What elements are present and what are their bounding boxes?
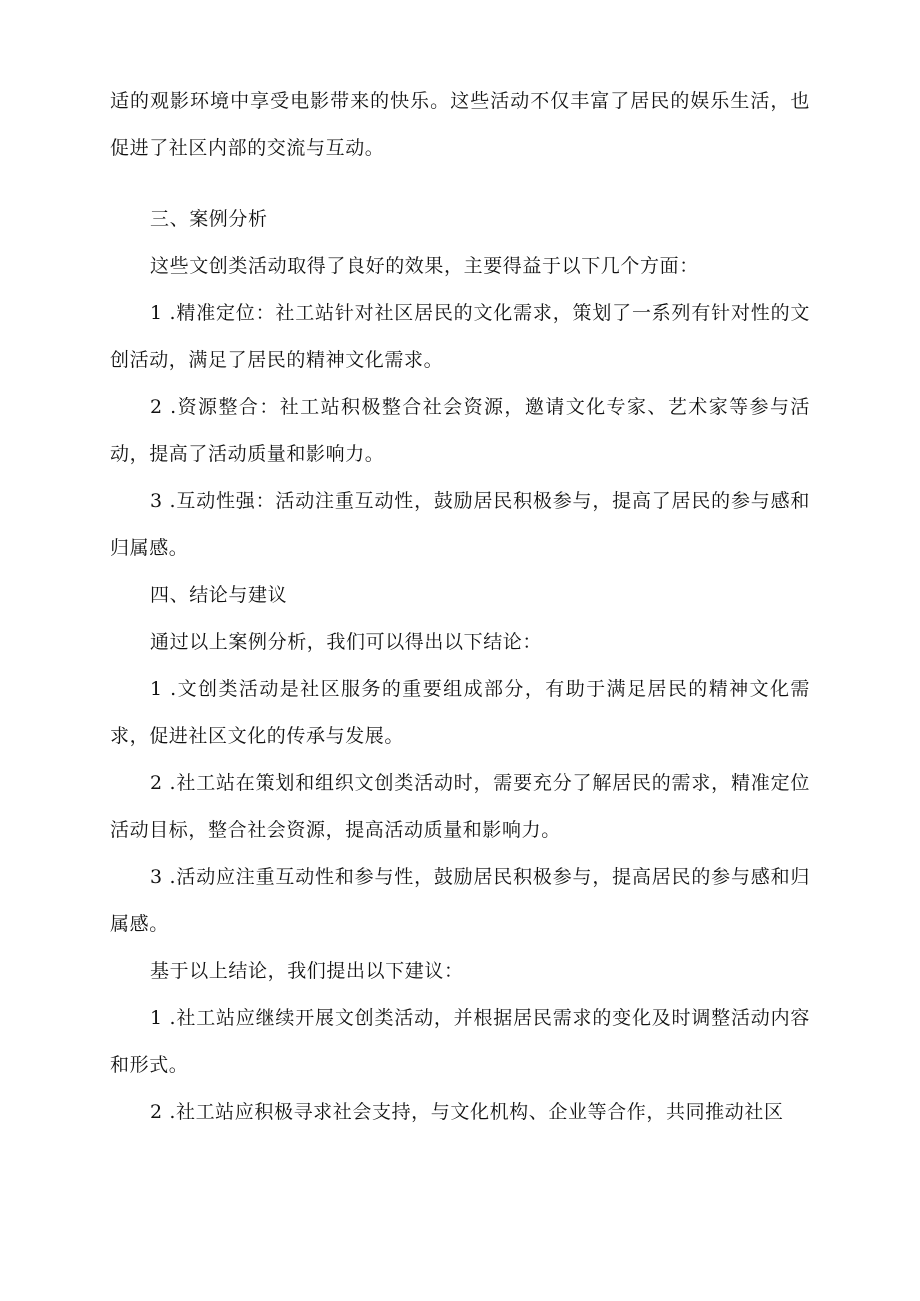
paragraph-continuation: 适的观影环境中享受电影带来的快乐。这些活动不仅丰富了居民的娱乐生活，也促进了社区内部的交流与互动。 [110, 90, 810, 159]
paragraph-intro: 这些文创类活动取得了良好的效果，主要得益于以下几个方面： [150, 255, 699, 277]
document-body [110, 78, 810, 1136]
paragraph-suggestion-intro: 基于以上结论，我们提出以下建议： [150, 960, 464, 982]
section-heading-conclusions: 四、结论与建议 [150, 584, 288, 606]
section-heading-case-analysis: 三、案例分析 [150, 208, 268, 230]
list-item-precise-positioning: 1 .精准定位：社工站针对社区居民的文化需求，策划了一系列有针对性的文创活动，满足了居民的精神文化需求。 [110, 302, 810, 371]
list-item-strong-interaction: 3 .互动性强：活动注重互动性，鼓励居民积极参与，提高了居民的参与感和归属感。 [110, 490, 810, 559]
list-item-resource-integration: 2 .资源整合：社工站积极整合社会资源，邀请文化专家、艺术家等参与活动，提高了活动质量和影响力。 [110, 396, 810, 465]
conclusion-item-2: 2 .社工站在策划和组织文创类活动时，需要充分了解居民的需求，精准定位活动目标，整合社会资源，提高活动质量和影响力。 [110, 772, 810, 841]
suggestion-item-1: 1 .社工站应继续开展文创类活动，并根据居民需求的变化及时调整活动内容和形式。 [110, 1007, 810, 1076]
suggestion-item-2: 2 .社工站应积极寻求社会支持，与文化机构、企业等合作，共同推动社区 [150, 1101, 784, 1123]
conclusion-item-3: 3 .活动应注重互动性和参与性，鼓励居民积极参与，提高居民的参与感和归属感。 [110, 866, 810, 935]
paragraph-conclusion-intro: 通过以上案例分析，我们可以得出以下结论： [150, 631, 543, 653]
conclusion-item-1: 1 .文创类活动是社区服务的重要组成部分，有助于满足居民的精神文化需求，促进社区文化的传承与发展。 [110, 678, 810, 747]
